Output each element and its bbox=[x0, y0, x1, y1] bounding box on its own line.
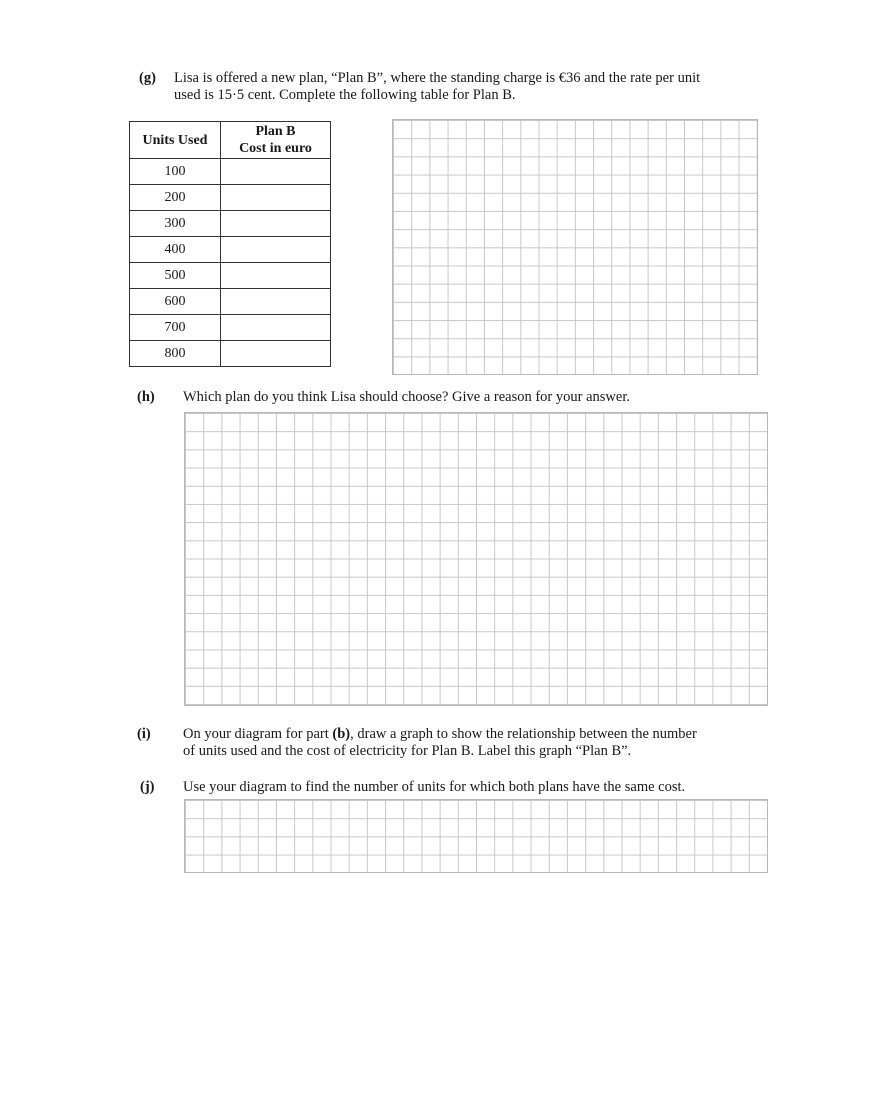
question-i-part-ref: (b) bbox=[332, 726, 351, 742]
cost-cell[interactable] bbox=[221, 315, 331, 341]
question-i-line1-pre: On your diagram for part bbox=[183, 726, 333, 742]
plan-b-table bbox=[129, 121, 331, 367]
cost-cell[interactable] bbox=[221, 211, 331, 237]
question-j-text: Use your diagram to find the number of units for which both plans have the same cost. bbox=[183, 779, 686, 795]
cost-cell[interactable] bbox=[221, 159, 331, 185]
question-i-line1 bbox=[183, 726, 783, 743]
units-cell: 100 bbox=[130, 159, 221, 185]
table-row bbox=[130, 211, 331, 237]
answer-grid-j[interactable] bbox=[184, 799, 768, 873]
plan-b-header-line2: Cost in euro bbox=[239, 141, 312, 156]
units-cell: 400 bbox=[130, 237, 221, 263]
table-row bbox=[130, 237, 331, 263]
table-header-row bbox=[130, 122, 331, 159]
question-g-line2: used is 15·5 cent. Complete the following table for Plan B. bbox=[174, 87, 516, 103]
table-row bbox=[130, 315, 331, 341]
cost-cell[interactable] bbox=[221, 289, 331, 315]
table-row bbox=[130, 185, 331, 211]
question-g-text bbox=[174, 70, 774, 104]
units-used-header: Units Used bbox=[130, 122, 221, 159]
table-row bbox=[130, 263, 331, 289]
answer-grid-h[interactable] bbox=[184, 412, 768, 706]
question-h-text: Which plan do you think Lisa should choose? Give a reason for your answer. bbox=[183, 389, 630, 405]
question-i-label: (i) bbox=[137, 726, 151, 742]
units-cell: 800 bbox=[130, 341, 221, 367]
table-row bbox=[130, 289, 331, 315]
table-row bbox=[130, 341, 331, 367]
cost-cell[interactable] bbox=[221, 185, 331, 211]
question-j-label: (j) bbox=[140, 779, 155, 795]
table-row bbox=[130, 159, 331, 185]
working-grid-g[interactable] bbox=[392, 119, 758, 375]
cost-cell[interactable] bbox=[221, 237, 331, 263]
question-g-label: (g) bbox=[139, 70, 156, 86]
units-cell: 300 bbox=[130, 211, 221, 237]
question-h-label: (h) bbox=[137, 389, 155, 405]
cost-cell[interactable] bbox=[221, 263, 331, 289]
cost-cell[interactable] bbox=[221, 341, 331, 367]
units-cell: 600 bbox=[130, 289, 221, 315]
units-cell: 700 bbox=[130, 315, 221, 341]
units-cell: 200 bbox=[130, 185, 221, 211]
plan-b-header-line1: Plan B bbox=[255, 124, 296, 139]
question-i-text bbox=[183, 726, 783, 760]
question-i-line1-post: , draw a graph to show the relationship between the number bbox=[350, 726, 697, 742]
units-cell: 500 bbox=[130, 263, 221, 289]
question-i-line2: of units used and the cost of electricity for Plan B. Label this graph “Plan B”. bbox=[183, 743, 632, 759]
question-g-line1: Lisa is offered a new plan, “Plan B”, where the standing charge is €36 and the rate per unit bbox=[174, 70, 701, 86]
plan-b-cost-header bbox=[221, 122, 331, 159]
